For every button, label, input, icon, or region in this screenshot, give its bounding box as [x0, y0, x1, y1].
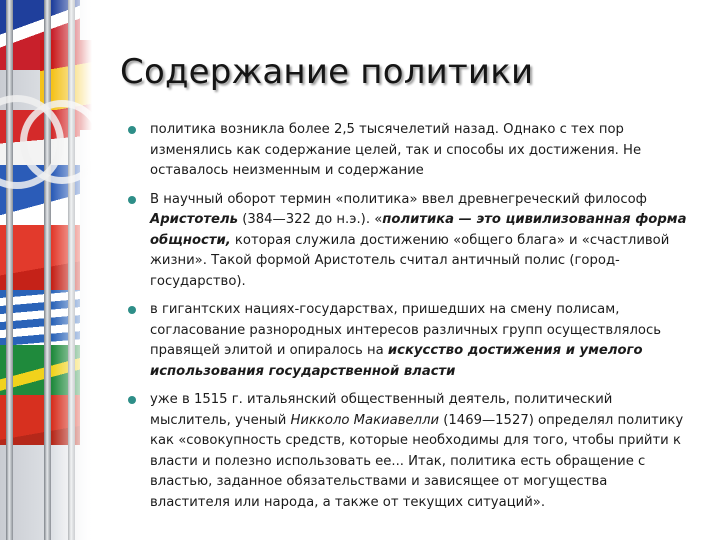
bullet-icon [128, 306, 136, 314]
flag-pole [6, 0, 13, 540]
bullet-text-segment: уже в 1515 г. итальянский общественный деятель, политический мыслитель, ученый [150, 392, 613, 428]
bullet-text-segment: политика возникла более [150, 122, 334, 137]
bullet-text [150, 122, 641, 178]
bullet-text-segment: которая служила достижению «общего блага» и «счастливой жизни». Такой формой Аристотель считал античный полис (город-государство). [150, 232, 670, 289]
bullet-text-segment: ... Итак, политика есть обращение с властью, заданное обязательствами и зависящее от могущества властителя или народа, а также от текущих ситуаций». [150, 453, 646, 510]
bullet-item [128, 300, 688, 382]
bullet-text-segment: Аристотель [150, 212, 238, 227]
bullet-text-segment: 2,5 тысячелетий назад [333, 122, 495, 137]
bullet-text-segment: политика — это цивилизованная форма общности, [150, 212, 687, 248]
bullet-item [128, 390, 688, 513]
bullet-item [128, 120, 688, 182]
bullet-text [150, 192, 686, 289]
bullet-text [150, 392, 683, 510]
bullet-text-segment: . Однако с тех пор изменялись как содержание целей, так и способы их достижения. Не оставалось неизменным и содержание [150, 122, 642, 178]
bullet-text [150, 302, 661, 379]
bullet-icon [128, 396, 136, 404]
bullet-text-segment: термин «политика» ввел древнегреческий философ [279, 191, 647, 207]
bullet-text-segment: В научный оборот [150, 191, 280, 207]
bullet-list [128, 120, 688, 521]
bullet-icon [128, 196, 136, 204]
bullet-item [128, 190, 688, 293]
flag-pole [68, 0, 75, 540]
flags-decoration [0, 0, 92, 540]
bullet-text-segment: Никколо Макиавелли [290, 412, 440, 428]
flag-pole [44, 0, 51, 540]
slide-title: Содержание политики [120, 52, 534, 92]
bullet-text-segment: в гигантских нациях-государствах, пришедших на смену полисам, согласование разнородных интересов различных групп осуществлялось правящей элитой и опиралось на [150, 302, 661, 358]
bullet-text-segment: искусство достижения и умелого использования государственной власти [150, 343, 643, 379]
bullet-text-segment: (1469—1527) определял политику как [150, 412, 684, 448]
bullet-icon [128, 126, 136, 134]
bullet-text-segment: «совокупность средств, которые необходимы для того, чтобы прийти к власти и полезно использовать ее [150, 433, 681, 469]
bullet-text-segment: (384—322 до н.э.). « [238, 212, 383, 227]
